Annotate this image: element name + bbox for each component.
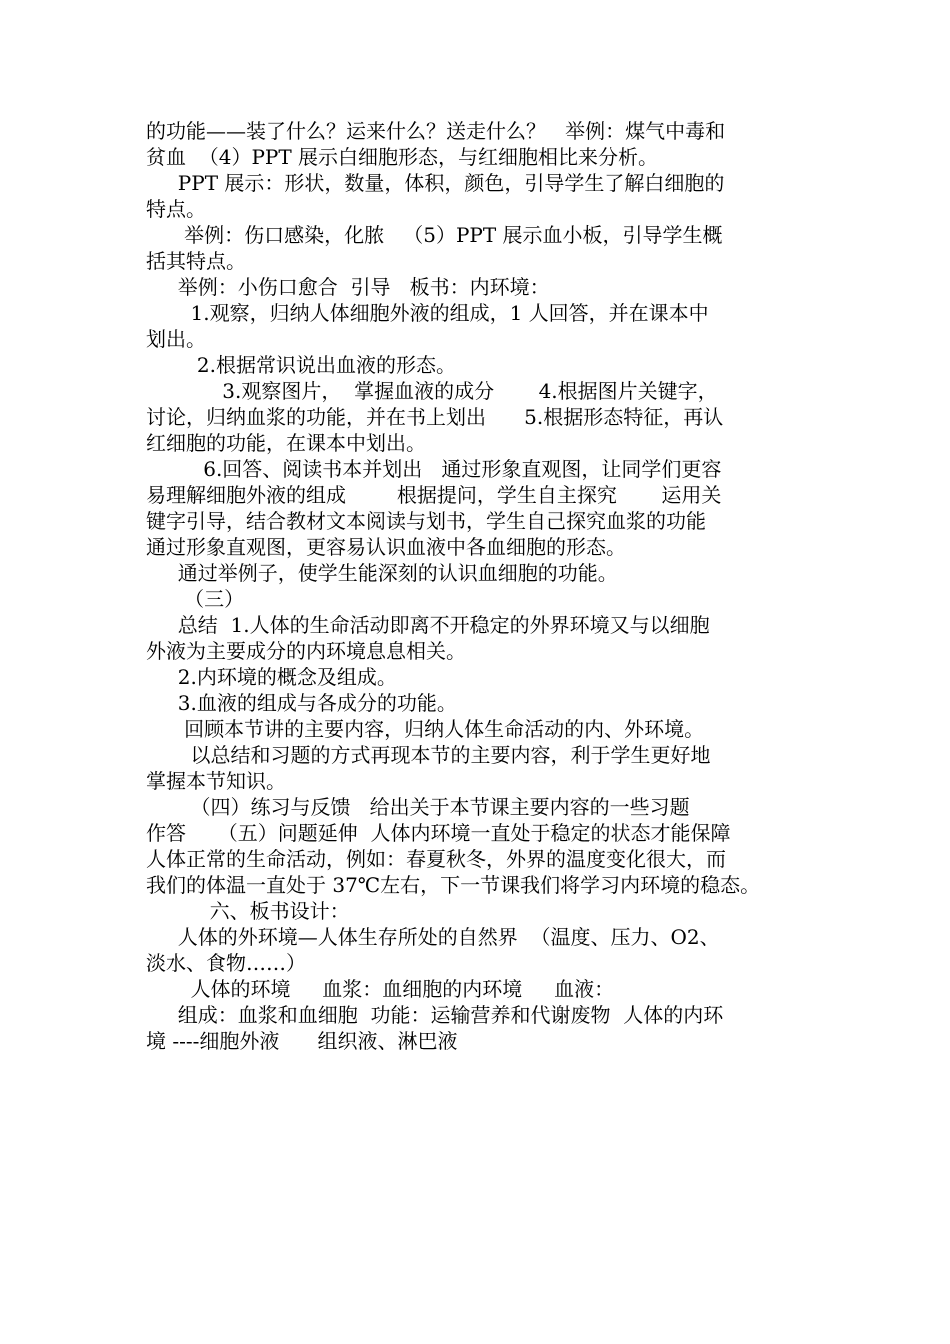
text-line: 人体的环境 血浆：血细胞的内环境 血液： bbox=[146, 977, 615, 1001]
text-line: 3.观察图片， 掌握血液的成分 4.根据图片关键字， bbox=[146, 379, 718, 403]
text-line: 键字引导，结合教材文本阅读与划书，学生自己探究血浆的功能 bbox=[146, 509, 706, 533]
text-line: 2.根据常识说出血液的形态。 bbox=[146, 353, 456, 377]
text-line: 红细胞的功能，在课本中划出。 bbox=[146, 431, 426, 455]
text-line: 2.内环境的概念及组成。 bbox=[146, 665, 397, 689]
section-heading: 六、板书设计： bbox=[146, 899, 350, 923]
text-line: 讨论，归纳血浆的功能，并在书上划出 5.根据形态特征，再认 bbox=[146, 405, 724, 429]
text-line: 回顾本节讲的主要内容，归纳人体生命活动的内、外环境。 bbox=[146, 717, 705, 741]
text-line: 通过举例子，使学生能深刻的认识血细胞的功能。 bbox=[146, 561, 618, 585]
text-line: 人体的外环境—人体生存所处的自然界 （温度、压力、O2、 bbox=[146, 925, 720, 949]
text-line: 举例：伤口感染，化脓 （5）PPT 展示血小板，引导学生概 bbox=[146, 223, 723, 247]
text-line: 我们的体温一直处于 37℃左右，下一节课我们将学习内环境的稳态。 bbox=[146, 873, 761, 897]
text-line: 人体正常的生命活动，例如：春夏秋冬，外界的温度变化很大，而 bbox=[146, 847, 726, 871]
text-line: 贫血 （4）PPT 展示白细胞形态，与红细胞相比来分析。 bbox=[146, 145, 659, 169]
text-line: 通过形象直观图，更容易认识血液中各血细胞的形态。 bbox=[146, 535, 626, 559]
text-line: （四）练习与反馈 给出关于本节课主要内容的一些习题 bbox=[146, 795, 690, 819]
text-line: 以总结和习题的方式再现本节的主要内容，利于学生更好地 bbox=[146, 743, 711, 767]
document-body bbox=[146, 118, 810, 1054]
text-line: 特点。 bbox=[146, 197, 206, 221]
text-line: 括其特点。 bbox=[146, 249, 246, 273]
text-line: 易理解细胞外液的组成 根据提问，学生自主探究 运用关 bbox=[146, 483, 722, 507]
text-line: 划出。 bbox=[146, 327, 206, 351]
text-line: 1.观察，归纳人体细胞外液的组成，1 人回答，并在课本中 bbox=[146, 301, 709, 325]
text-line: 掌握本节知识。 bbox=[146, 769, 286, 793]
text-line: 外液为主要成分的内环境息息相关。 bbox=[146, 639, 466, 663]
text-line: 总结 1.人体的生命活动即离不开稳定的外界环境又与以细胞 bbox=[146, 613, 710, 637]
text-line: 举例：小伤口愈合 引导 板书：内环境： bbox=[146, 275, 550, 299]
text-line: 组成：血浆和血细胞 功能：运输营养和代谢废物 人体的内环 bbox=[146, 1003, 724, 1027]
text-line: 境 ----细胞外液 组织液、淋巴液 bbox=[146, 1029, 458, 1053]
text-line: 6.回答、阅读书本并划出 通过形象直观图，让同学们更容 bbox=[146, 457, 722, 481]
text-line: 的功能——装了什么？运来什么？送走什么？ 举例：煤气中毒和 bbox=[146, 119, 726, 143]
text-line: 淡水、食物……） bbox=[146, 951, 306, 975]
text-line: 3.血液的组成与各成分的功能。 bbox=[146, 691, 457, 715]
text-line: （三） bbox=[146, 587, 245, 611]
text-line: 作答 （五）问题延伸 人体内环境一直处于稳定的状态才能保障 bbox=[146, 821, 731, 845]
text-line: PPT 展示：形状，数量，体积，颜色，引导学生了解白细胞的 bbox=[146, 171, 725, 195]
